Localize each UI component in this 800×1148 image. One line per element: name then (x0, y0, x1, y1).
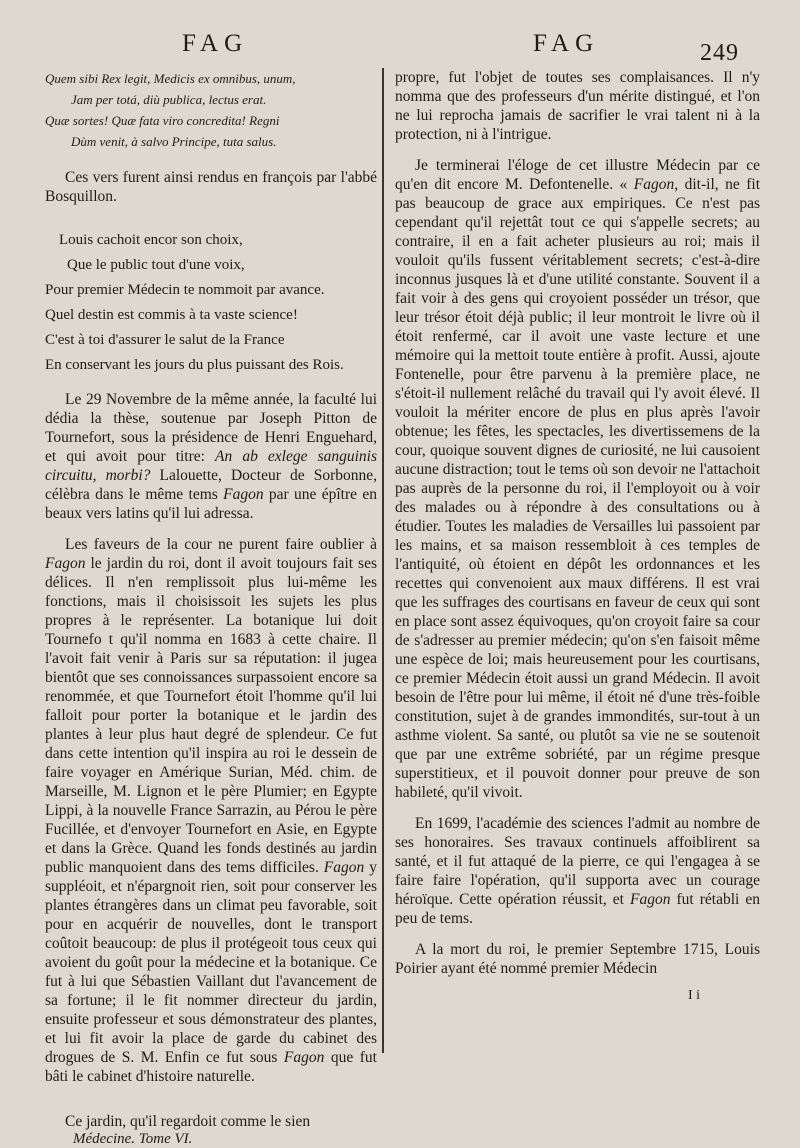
verse-line: C'est à toi d'assurer le salut de la France (45, 332, 285, 348)
latin-line: Jam per totá, diù publica, lectus erat. (71, 92, 267, 107)
paragraph-jardin: Les faveurs de la cour ne purent faire oublier à Fagon le jardin du roi, dont il avoit toujours fait ses délices. Il n'en remplissoit plus lui-même les fonctions, mais il choisissoit les sujets les plus propres à le représenter. La botanique lui doit Tournefo t qu'il nomma en 1683 à cette chaire. Il l'avoit fait venir à Paris sur sa réputation: il jugea bientôt que ses connoissances surpassoient encore sa renommée, et que Tournefort étoit l'homme qu'il lui falloit pour porter la botanique et le jardin des plantes à leur plus haut degré de splendeur. Ce fut dans cette intention qu'il inspira au roi le dessein de faire voyager en Amérique Surian, Méd. chim. de Marseille, M. Lignon et le père Plumier; en Egypte Lippi, à la nouvelle France Sarrazin, au Pérou le père Fucillée, et d'envoyer Tournefort en Asie, en Egypte et dans la Grèce. Quand les fonds destinés au jardin public manquoient dans des tems difficiles. Fagon y suppléoit, et n'épargnoit rien, soit pour conserver les plantes étrangères dans un climat peu favorable, soit pour en acquérir de nouvelles, dont le transport coûtoit beaucoup: de plus il protégeoit tous ceux qui avoient du goût pour la médecine et la botanique. Ce fut à lui que Sébastien Vaillant dut l'avancement de sa fortune; il le fit nommer directeur du jardin, ensuite professeur et sous démonstrateur des plantes, et lui fit avoir la place de garde du cabinet des drogues de S. M. Enfin ce fut sous Fagon que fut bâti le cabinet d'histoire naturelle. (45, 536, 377, 1085)
signature-mark: Médecine. Tome VI. (73, 1131, 193, 1147)
signature-mark: I i (687, 988, 700, 1003)
latin-epigram (45, 68, 377, 152)
catchword-line: Ce jardin, qu'il regardoit comme le sien (65, 1113, 311, 1130)
latin-line: Quæ sortes! Quæ fata viro concredita! Regni (45, 113, 280, 128)
right-column (395, 68, 760, 1004)
verse-line: Que le public tout d'une voix, (67, 257, 245, 273)
verse-line: En conservant les jours du plus puissant des Rois. (45, 357, 344, 373)
verse-line: Louis cachoit encor son choix, (59, 232, 243, 248)
translation-intro: Ces vers furent ainsi rendus en françois par l'abbé Bosquillon. (45, 169, 377, 205)
paragraph-mort-du-roi: A la mort du roi, le premier Septembre 1715, Louis Poirier ayant été nommé premier Médecin (395, 941, 760, 977)
paragraph-eloge: Je terminerai l'éloge de cet illustre Médecin par ce qu'en dit encore M. Defontenelle. « Fagon, dit-il, ne fit pas beaucoup de grace aux empiriques. Ce n'est pas cependant qu'il rejettât tout ce qui s'appelle secrets; au contraire, il en a fait acheter plusieurs au roi; mais il vouloit qu'ils fussent véritablement secrets; c'est-à-dire inconnus jusques là et d'une utilité constante. Souvent il a fait voir à des gens qui croyoient posséder un trésor, que leur trésor étoit déjà public; il leur montroit le livre où il étoit renfermé, car il avoit une vaste lecture et une mémoire qui la mettoit toute entière à profit. Aussi, ajoute Fontenelle, pour être parvenu à la première place, ne s'étoit-il nullement relâché du travail qui l'y avoit élevé. Il vouloit la mériter encore de plus en plus après l'avoir obtenue; les fêtes, les spectacles, les divertissemens de la cour, quoique souvent dignes de curiosité, ne lui causoient aucune distraction; tout le tems où son devoir ne l'attachoit pas auprès de la personne du roi, il l'employoit ou à voir des malades ou à répondre à des consultations ou à étudier. Toutes les maladies de Versailles lui passoient par les mains, et sa maison ressembloit à ces temples de l'antiquité, où étoient en dépôt les ordonnances et les recettes qui convenoient aux maux différens. Il est vrai que les suffrages des courtisans en faveur de ceux qui sont en place sont assez équivoques, qu'on croyoit faire sa cour de s'adresser au premier médecin; qu'on s'en faisoit même une espèce de loi; mais heureusement pour les courtisans, ce premier Médecin étoit aussi un grand Médecin. Il avoit besoin de l'être pour lui même, il étoit né d'une très-foible constitution, sujet à de grandes immondités, sur-tout à un asthme violent. Sa santé, ou plutôt sa vie ne se soutenoit que par une extrême sobriété, par un régime presque superstitieux, et il pouvoit donner pour preuve de son habileté, qu'il vivoit. (395, 157, 760, 801)
running-head-right: FAG (533, 30, 600, 57)
verse-line: Quel destin est commis à ta vaste science! (45, 307, 298, 323)
left-column (45, 68, 377, 1148)
french-verse (45, 228, 377, 378)
paragraph-academie: En 1699, l'académie des sciences l'admit au nombre de ses honoraires. Ses travaux continuels affoiblirent sa santé, et il fut attaqué de la pierre, ce qui l'engagea à se faire faire l'opération, qu'il supporta avec un courage héroïque. Cette opération réussit, et Fagon fut rétabli en peu de tems. (395, 815, 760, 927)
paragraph-continuation: propre, fut l'objet de toutes ses complaisances. Il n'y nomma que des professeurs d'un mérite distingué, et l'on ne lui reprocha jamais de sacrifier le vrai talent ni à la protection, ni à l'intrigue. (395, 69, 760, 143)
paragraph-thesis: Le 29 Novembre de la même année, la faculté lui dédia la thèse, soutenue par Joseph Pitton de Tournefort, sous la présidence de Henri Enguehard, et qui avoit pour titre: An ab exlege sanguinis circuitu, morbi? Lalouette, Docteur de Sorbonne, célèbra dans le même tems Fagon par une épître en beaux vers latins qu'il lui adressa. (45, 391, 377, 522)
column-rule (382, 68, 384, 1053)
latin-line: Quem sibi Rex legit, Medicis ex omnibus, unum, (45, 71, 296, 86)
running-head-left: FAG (182, 30, 249, 57)
verse-line: Pour premier Médecin te nommoit par avance. (45, 282, 325, 298)
latin-line: Dùm venit, à salvo Principe, tuta salus. (71, 134, 277, 149)
page-number: 249 (700, 40, 739, 66)
thesis-title: An ab exlege sanguinis circuitu, morbi? (45, 448, 377, 484)
